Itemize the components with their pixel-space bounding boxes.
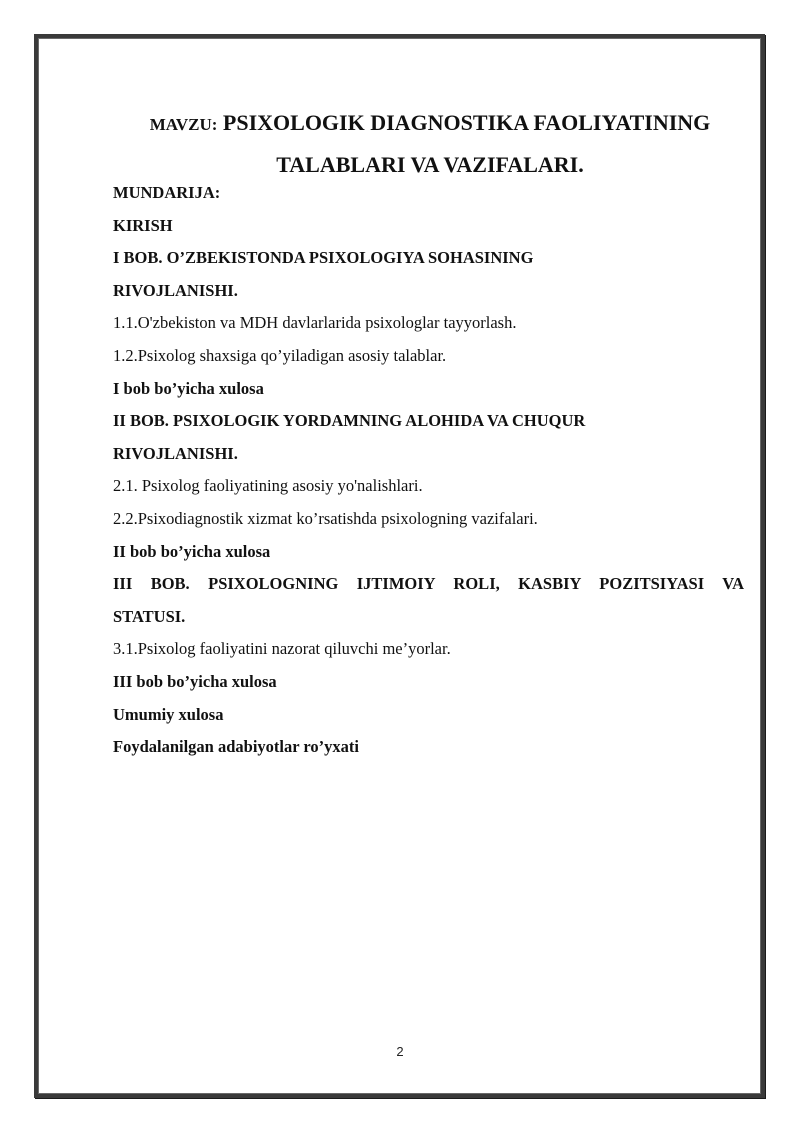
toc-chapter-2-conclusion: II bob bo’yicha xulosa (113, 541, 271, 561)
toc-chapter-2-title-cont: RIVOJLANISHI. (113, 443, 238, 463)
toc-intro: KIRISH (113, 215, 173, 235)
toc-references: Foydalanilgan adabiyotlar ro’yxati (113, 737, 360, 757)
toc-section-2-1: 2.1. Psixolog faoliyatining asosiy yo'nalishlari. (113, 476, 423, 496)
toc-chapter-1-title: I BOB. O’ZBEKISTONDA PSIXOLOGIYA SOHASINING (113, 248, 534, 268)
toc-section-3-1: 3.1.Psixolog faoliyatini nazorat qiluvchi me’yorlar. (113, 639, 451, 659)
contents-heading: MUNDARIJA: (113, 183, 221, 202)
toc-chapter-3-title: III BOB. PSIXOLOGNING IJTIMOIY ROLI, KASBIY POZITSIYASI VA (113, 574, 744, 594)
table-of-contents (113, 177, 744, 764)
toc-chapter-3-title-cont: STATUSI. (113, 606, 186, 626)
title-line-2: TALABLARI VA VAZIFALARI. (276, 152, 584, 177)
toc-section-2-2: 2.2.Psixodiagnostik xizmat ko’rsatishda psixologning vazifalari. (113, 508, 538, 528)
page-number: 2 (396, 1044, 404, 1059)
toc-chapter-2-title: II BOB. PSIXOLOGIK YORDAMNING ALOHIDA VA CHUQUR (113, 411, 586, 431)
document-title (112, 103, 748, 185)
toc-chapter-3-conclusion: III bob bo’yicha xulosa (113, 671, 277, 691)
title-main-1: PSIXOLOGIK DIAGNOSTIKA FAOLIYATINING (222, 110, 711, 135)
toc-section-1-1: 1.1.O'zbekiston va MDH davlarlarida psixologlar tayyorlash. (113, 313, 517, 333)
toc-section-1-2: 1.2.Psixolog shaxsiga qo’yiladigan asosiy talablar. (113, 345, 447, 365)
toc-general-conclusion: Umumiy xulosa (113, 704, 224, 724)
toc-chapter-1-conclusion: I bob bo’yicha xulosa (113, 378, 264, 398)
title-line-1 (112, 103, 748, 145)
toc-chapter-1-title-cont: RIVOJLANISHI. (113, 280, 238, 300)
title-prefix: MAVZU: (149, 115, 218, 134)
